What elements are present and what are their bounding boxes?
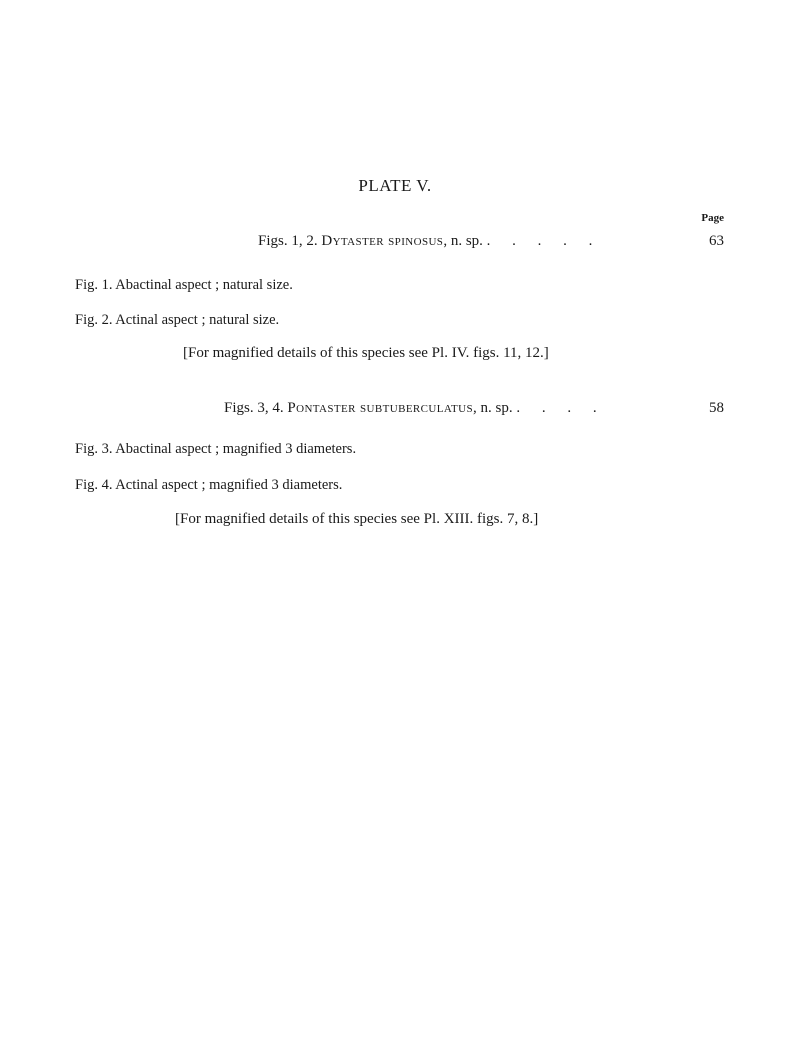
species-suffix: , n. sp. <box>472 400 513 416</box>
species-name: Dytaster spinosus <box>321 233 444 249</box>
magnified-details-note: [For magnified details of this species see Pl. XIII. figs. 7, 8.] <box>175 511 539 527</box>
magnified-details-note: [For magnified details of this species see Pl. IV. figs. 11, 12.] <box>183 345 549 361</box>
figure-caption: Fig. 3. Abactinal aspect ; magnified 3 diameters. <box>75 441 357 457</box>
page-number: 58 <box>709 400 724 416</box>
figs-label: Figs. 1, 2. <box>258 233 318 249</box>
page-number: 63 <box>709 233 724 249</box>
plate-title: PLATE V. <box>358 176 432 195</box>
figs-label: Figs. 3, 4. <box>224 400 284 416</box>
figure-caption: Fig. 1. Abactinal aspect ; natural size. <box>75 277 293 293</box>
page-column-heading: Page <box>701 212 724 224</box>
species-suffix: , n. sp. <box>443 233 483 249</box>
figure-caption: Fig. 4. Actinal aspect ; magnified 3 diameters. <box>75 477 343 493</box>
species-name: Pontaster subtuberculatus <box>287 400 473 416</box>
species-entry-heading <box>258 233 592 250</box>
figure-caption: Fig. 2. Actinal aspect ; natural size. <box>75 312 280 328</box>
dot-leaders: . . . . <box>516 400 597 416</box>
species-entry-heading <box>224 400 597 417</box>
dot-leaders: . . . . . <box>486 233 593 249</box>
